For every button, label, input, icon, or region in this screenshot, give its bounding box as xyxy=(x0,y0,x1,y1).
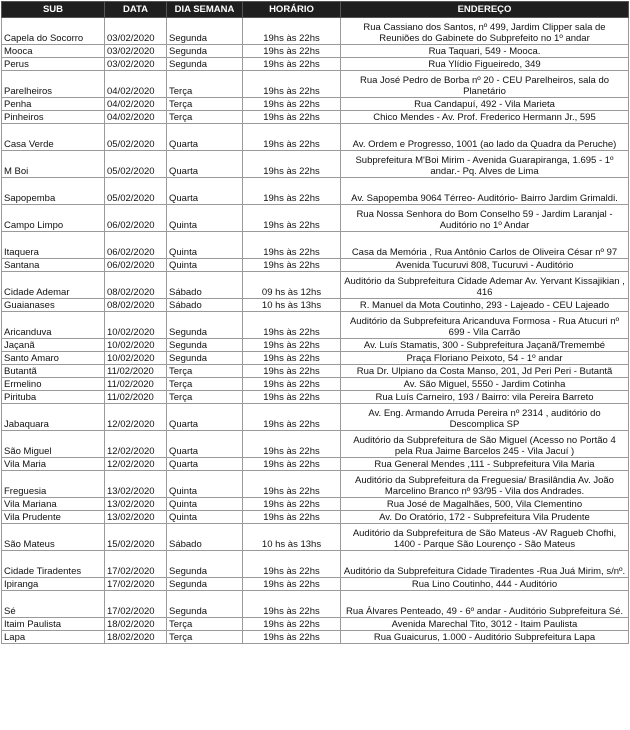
cell-data: 05/02/2020 xyxy=(105,178,167,205)
cell-endereco: Rua Taquari, 549 - Mooca. xyxy=(341,45,629,58)
cell-sub: Jabaquara xyxy=(2,404,105,431)
cell-endereco: Auditório da Subprefeitura de São Miguel (Acesso no Portão 4 pela Rua Jaime Barcelos 245 - Vila Jacuí ) xyxy=(341,431,629,458)
cell-horario: 19hs às 22hs xyxy=(243,591,341,618)
table-row xyxy=(2,71,629,98)
table-row xyxy=(2,498,629,511)
cell-dia-semana: Terça xyxy=(167,631,243,644)
cell-data: 13/02/2020 xyxy=(105,498,167,511)
cell-sub: M Boi xyxy=(2,151,105,178)
table-row xyxy=(2,511,629,524)
cell-endereco: Avenida Tucuruvi 808, Tucuruvi - Auditório xyxy=(341,259,629,272)
cell-endereco: Av. Sapopemba 9064 Térreo- Auditório- Bairro Jardim Grimaldi. xyxy=(341,178,629,205)
cell-sub: São Mateus xyxy=(2,524,105,551)
cell-data: 15/02/2020 xyxy=(105,524,167,551)
table-body xyxy=(2,18,629,644)
cell-endereco: Rua Luís Carneiro, 193 / Bairro: vila Pereira Barreto xyxy=(341,391,629,404)
cell-dia-semana: Quarta xyxy=(167,151,243,178)
cell-data: 13/02/2020 xyxy=(105,471,167,498)
cell-sub: Vila Maria xyxy=(2,458,105,471)
cell-horario: 19hs às 22hs xyxy=(243,111,341,124)
cell-sub: Casa Verde xyxy=(2,124,105,151)
cell-dia-semana: Segunda xyxy=(167,58,243,71)
cell-data: 11/02/2020 xyxy=(105,378,167,391)
cell-horario: 19hs às 22hs xyxy=(243,98,341,111)
table-row xyxy=(2,111,629,124)
cell-dia-semana: Terça xyxy=(167,71,243,98)
table-row xyxy=(2,618,629,631)
table-row xyxy=(2,45,629,58)
header-endereco: ENDEREÇO xyxy=(341,2,629,18)
cell-sub: Parelheiros xyxy=(2,71,105,98)
cell-endereco: Casa da Memória , Rua Antônio Carlos de Oliveira César nº 97 xyxy=(341,232,629,259)
cell-data: 11/02/2020 xyxy=(105,391,167,404)
table-row xyxy=(2,431,629,458)
cell-horario: 10 hs às 13hs xyxy=(243,524,341,551)
table-row xyxy=(2,631,629,644)
cell-sub: Ermelino xyxy=(2,378,105,391)
cell-endereco: Auditório da Subprefeitura de São Mateus -AV Ragueb Chofhi, 1400 - Parque São Lourenço - São Mateus xyxy=(341,524,629,551)
cell-sub: Penha xyxy=(2,98,105,111)
table-row xyxy=(2,365,629,378)
header-data: DATA xyxy=(105,2,167,18)
cell-endereco: Chico Mendes - Av. Prof. Frederico Hermann Jr., 595 xyxy=(341,111,629,124)
cell-endereco: Av. Do Oratório, 172 - Subprefeitura Vila Prudente xyxy=(341,511,629,524)
cell-data: 06/02/2020 xyxy=(105,232,167,259)
cell-dia-semana: Quarta xyxy=(167,404,243,431)
cell-dia-semana: Quinta xyxy=(167,205,243,232)
cell-dia-semana: Quarta xyxy=(167,431,243,458)
cell-sub: Jaçanã xyxy=(2,339,105,352)
cell-endereco: Praça Floriano Peixoto, 54 - 1º andar xyxy=(341,352,629,365)
cell-endereco: Rua Cassiano dos Santos, nº 499, Jardim Clipper sala de Reuniões do Gabinete do Subprefeito no 1º andar xyxy=(341,18,629,45)
table-row xyxy=(2,352,629,365)
cell-endereco: Rua Lino Coutinho, 444 - Auditório xyxy=(341,578,629,591)
cell-horario: 19hs às 22hs xyxy=(243,498,341,511)
cell-endereco: Rua Dr. Ulpiano da Costa Manso, 201, Jd Peri Peri - Butantã xyxy=(341,365,629,378)
header-row xyxy=(2,2,629,18)
cell-sub: Santo Amaro xyxy=(2,352,105,365)
cell-endereco: Av. São Miguel, 5550 - Jardim Cotinha xyxy=(341,378,629,391)
table-row xyxy=(2,272,629,299)
cell-sub: Sapopemba xyxy=(2,178,105,205)
cell-horario: 19hs às 22hs xyxy=(243,551,341,578)
header-dia-semana: DIA SEMANA xyxy=(167,2,243,18)
cell-endereco: Auditório da Subprefeitura Cidade Tiradentes -Rua Juá Mirim, s/nº. xyxy=(341,551,629,578)
cell-horario: 19hs às 22hs xyxy=(243,259,341,272)
table-row xyxy=(2,591,629,618)
cell-sub: Cidade Tiradentes xyxy=(2,551,105,578)
table-row xyxy=(2,339,629,352)
cell-sub: São Miguel xyxy=(2,431,105,458)
table-row xyxy=(2,205,629,232)
cell-data: 03/02/2020 xyxy=(105,45,167,58)
cell-endereco: Rua Candapuí, 492 - Vila Marieta xyxy=(341,98,629,111)
cell-data: 04/02/2020 xyxy=(105,111,167,124)
cell-horario: 19hs às 22hs xyxy=(243,45,341,58)
cell-dia-semana: Segunda xyxy=(167,18,243,45)
cell-endereco: Auditório da Subprefeitura Aricanduva Formosa - Rua Atucuri nº 699 - Vila Carrão xyxy=(341,312,629,339)
table-row xyxy=(2,98,629,111)
table-row xyxy=(2,58,629,71)
cell-endereco: Rua Álvares Penteado, 49 - 6º andar - Auditório Subprefeitura Sé. xyxy=(341,591,629,618)
cell-data: 17/02/2020 xyxy=(105,591,167,618)
cell-dia-semana: Terça xyxy=(167,618,243,631)
cell-dia-semana: Terça xyxy=(167,365,243,378)
table-row xyxy=(2,178,629,205)
cell-horario: 19hs às 22hs xyxy=(243,205,341,232)
cell-horario: 19hs às 22hs xyxy=(243,365,341,378)
cell-horario: 19hs às 22hs xyxy=(243,339,341,352)
cell-data: 06/02/2020 xyxy=(105,205,167,232)
cell-dia-semana: Quarta xyxy=(167,178,243,205)
cell-data: 05/02/2020 xyxy=(105,151,167,178)
table-row xyxy=(2,18,629,45)
cell-endereco: Av. Eng. Armando Arruda Pereira nº 2314 , auditório do Descomplica SP xyxy=(341,404,629,431)
cell-sub: Guaianases xyxy=(2,299,105,312)
cell-data: 13/02/2020 xyxy=(105,511,167,524)
cell-sub: Freguesia xyxy=(2,471,105,498)
cell-horario: 19hs às 22hs xyxy=(243,378,341,391)
cell-dia-semana: Segunda xyxy=(167,591,243,618)
cell-dia-semana: Terça xyxy=(167,378,243,391)
cell-dia-semana: Terça xyxy=(167,391,243,404)
cell-data: 12/02/2020 xyxy=(105,431,167,458)
cell-horario: 19hs às 22hs xyxy=(243,631,341,644)
cell-dia-semana: Segunda xyxy=(167,578,243,591)
cell-horario: 19hs às 22hs xyxy=(243,352,341,365)
cell-endereco: Subprefeitura M'Boi Mirim - Avenida Guarapiranga, 1.695 - 1º andar.- Pq. Alves de Lima xyxy=(341,151,629,178)
cell-endereco: Rua Nossa Senhora do Bom Conselho 59 - Jardim Laranjal - Auditório no 1º Andar xyxy=(341,205,629,232)
cell-endereco: R. Manuel da Mota Coutinho, 293 - Lajeado - CEU Lajeado xyxy=(341,299,629,312)
cell-horario: 10 hs às 13hs xyxy=(243,299,341,312)
cell-dia-semana: Quinta xyxy=(167,232,243,259)
cell-dia-semana: Terça xyxy=(167,111,243,124)
cell-sub: Itaim Paulista xyxy=(2,618,105,631)
cell-dia-semana: Sábado xyxy=(167,272,243,299)
cell-dia-semana: Quarta xyxy=(167,458,243,471)
table-row xyxy=(2,232,629,259)
table-row xyxy=(2,312,629,339)
cell-data: 04/02/2020 xyxy=(105,71,167,98)
table-row xyxy=(2,378,629,391)
cell-data: 08/02/2020 xyxy=(105,299,167,312)
cell-sub: Butantã xyxy=(2,365,105,378)
table-row xyxy=(2,524,629,551)
cell-horario: 19hs às 22hs xyxy=(243,618,341,631)
cell-endereco: Auditório da Subprefeitura Cidade Ademar Av. Yervant Kissajikian , 416 xyxy=(341,272,629,299)
table-row xyxy=(2,391,629,404)
cell-horario: 19hs às 22hs xyxy=(243,312,341,339)
header-horario: HORÁRIO xyxy=(243,2,341,18)
cell-horario: 19hs às 22hs xyxy=(243,58,341,71)
cell-data: 03/02/2020 xyxy=(105,58,167,71)
cell-data: 11/02/2020 xyxy=(105,365,167,378)
cell-horario: 19hs às 22hs xyxy=(243,471,341,498)
table-row xyxy=(2,458,629,471)
cell-endereco: Auditório da Subprefeitura da Freguesia/ Brasilândia Av. João Marcelino Branco nº 93/95 - Vila dos Andrades. xyxy=(341,471,629,498)
cell-dia-semana: Terça xyxy=(167,98,243,111)
cell-horario: 19hs às 22hs xyxy=(243,232,341,259)
cell-horario: 19hs às 22hs xyxy=(243,178,341,205)
cell-data: 06/02/2020 xyxy=(105,259,167,272)
cell-data: 18/02/2020 xyxy=(105,631,167,644)
table-row xyxy=(2,124,629,151)
cell-horario: 19hs às 22hs xyxy=(243,124,341,151)
cell-sub: Campo Limpo xyxy=(2,205,105,232)
table-row xyxy=(2,299,629,312)
cell-sub: Capela do Socorro xyxy=(2,18,105,45)
schedule-table xyxy=(1,1,629,644)
cell-data: 03/02/2020 xyxy=(105,18,167,45)
cell-sub: Cidade Ademar xyxy=(2,272,105,299)
cell-endereco: Avenida Marechal Tito, 3012 - Itaim Paulista xyxy=(341,618,629,631)
cell-endereco: Av. Luís Stamatis, 300 - Subprefeitura Jaçanã/Tremembé xyxy=(341,339,629,352)
cell-dia-semana: Segunda xyxy=(167,312,243,339)
cell-horario: 09 hs às 12hs xyxy=(243,272,341,299)
cell-dia-semana: Quinta xyxy=(167,471,243,498)
table-row xyxy=(2,471,629,498)
cell-dia-semana: Segunda xyxy=(167,45,243,58)
cell-data: 10/02/2020 xyxy=(105,352,167,365)
cell-endereco: Rua Guaicurus, 1.000 - Auditório Subprefeitura Lapa xyxy=(341,631,629,644)
table-row xyxy=(2,404,629,431)
cell-dia-semana: Sábado xyxy=(167,299,243,312)
cell-horario: 19hs às 22hs xyxy=(243,391,341,404)
cell-sub: Itaquera xyxy=(2,232,105,259)
cell-data: 10/02/2020 xyxy=(105,339,167,352)
cell-data: 12/02/2020 xyxy=(105,458,167,471)
cell-dia-semana: Segunda xyxy=(167,551,243,578)
cell-horario: 19hs às 22hs xyxy=(243,71,341,98)
cell-horario: 19hs às 22hs xyxy=(243,511,341,524)
table-row xyxy=(2,578,629,591)
cell-sub: Santana xyxy=(2,259,105,272)
table-row xyxy=(2,551,629,578)
cell-dia-semana: Sábado xyxy=(167,524,243,551)
cell-data: 18/02/2020 xyxy=(105,618,167,631)
cell-horario: 19hs às 22hs xyxy=(243,151,341,178)
cell-dia-semana: Quarta xyxy=(167,124,243,151)
cell-endereco: Av. Ordem e Progresso, 1001 (ao lado da Quadra da Peruche) xyxy=(341,124,629,151)
cell-sub: Vila Mariana xyxy=(2,498,105,511)
cell-dia-semana: Segunda xyxy=(167,352,243,365)
cell-data: 10/02/2020 xyxy=(105,312,167,339)
cell-sub: Vila Prudente xyxy=(2,511,105,524)
cell-sub: Pirituba xyxy=(2,391,105,404)
cell-horario: 19hs às 22hs xyxy=(243,578,341,591)
cell-data: 04/02/2020 xyxy=(105,98,167,111)
cell-horario: 19hs às 22hs xyxy=(243,431,341,458)
table-row xyxy=(2,259,629,272)
cell-horario: 19hs às 22hs xyxy=(243,404,341,431)
cell-dia-semana: Quinta xyxy=(167,511,243,524)
cell-sub: Perus xyxy=(2,58,105,71)
cell-data: 17/02/2020 xyxy=(105,551,167,578)
cell-data: 08/02/2020 xyxy=(105,272,167,299)
cell-dia-semana: Quinta xyxy=(167,259,243,272)
cell-dia-semana: Quinta xyxy=(167,498,243,511)
cell-data: 17/02/2020 xyxy=(105,578,167,591)
cell-endereco: Rua General Mendes ,111 - Subprefeitura Vila Maria xyxy=(341,458,629,471)
cell-sub: Sé xyxy=(2,591,105,618)
header-sub: SUB xyxy=(2,2,105,18)
cell-sub: Aricanduva xyxy=(2,312,105,339)
cell-sub: Pinheiros xyxy=(2,111,105,124)
cell-sub: Mooca xyxy=(2,45,105,58)
cell-data: 12/02/2020 xyxy=(105,404,167,431)
cell-dia-semana: Segunda xyxy=(167,339,243,352)
table-row xyxy=(2,151,629,178)
cell-sub: Lapa xyxy=(2,631,105,644)
cell-horario: 19hs às 22hs xyxy=(243,18,341,45)
cell-sub: Ipiranga xyxy=(2,578,105,591)
cell-horario: 19hs às 22hs xyxy=(243,458,341,471)
cell-endereco: Rua Ylídio Figueiredo, 349 xyxy=(341,58,629,71)
cell-data: 05/02/2020 xyxy=(105,124,167,151)
cell-endereco: Rua José Pedro de Borba nº 20 - CEU Parelheiros, sala do Planetário xyxy=(341,71,629,98)
cell-endereco: Rua José de Magalhães, 500, Vila Clementino xyxy=(341,498,629,511)
